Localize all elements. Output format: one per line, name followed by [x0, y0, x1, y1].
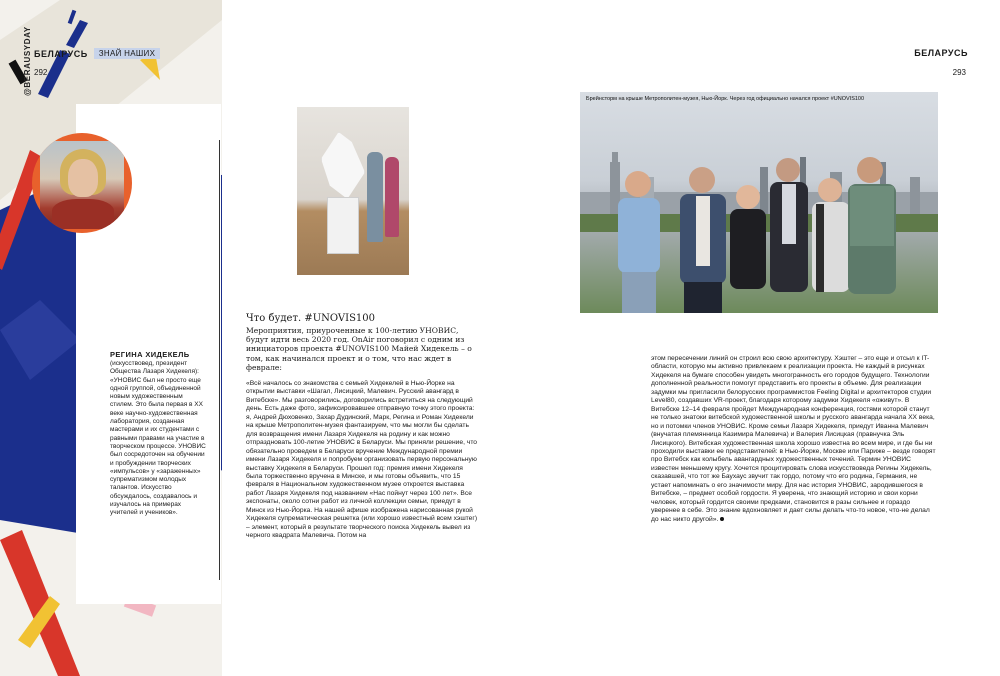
side-brand-label: @BERAUSYDAY: [23, 26, 32, 96]
column-divider: [219, 140, 220, 580]
exhibit-photo: [297, 107, 409, 275]
header-country: БЕЛАРУСЬ: [34, 48, 88, 59]
end-mark-icon: [720, 517, 724, 521]
portrait-frame: [32, 133, 132, 233]
article-lead: Мероприятия, приуроченные к 100-летию УНОВИС, будут идти весь 2020 год. OnAir поговорил с одним из инициаторов проекта #UNOVIS100 Майей Хидекель – о том, как начинался проект и о том, что нас ждет в феврале:: [246, 326, 472, 372]
photo-caption: Брейнсторм на крыше Метрополитен-музея, Нью-Йорк. Через год официально начался проект #UNOVIS100: [586, 96, 865, 102]
page-number-right: 293: [952, 68, 966, 77]
right-column-text: [651, 355, 936, 524]
article-body: «Всё началось со знакомства с семьей Хидекелей в Нью-Йорке на открытии выставки «Шагал, Лисицкий, Малевич. Русский авангард в Витебске». Мы разговорились, договорились встретиться на следующий день. Есть даже фото, зафиксировавшее отправную точку этого проекта: я, Андрей Дюховенко, Захар Дудинский, Марк, Регина и Роман Хидекели на крыше Метрополитен-музея фантазируем, что мы могли бы сделать для возвращения имени Лазаря Хидекеля на родину и как можно отпраздновать 100-летие УНОВИС в Беларуси. Мы приняли решение, что обязательно проведем в Беларуси вручение Международной премии имени Лазаря Хидекеля и попробуем организовать первую персональную выставку Хидекеля в Беларуси. Прошел год: премия имени Хидекеля была торжественно вручена в Минске, и мы готовы объявить, что 15 февраля в Национальном художественном музее откроется выставка работ Лазаря Хидекеля под названием «Нас пойнут через 100 лет». Все экспонаты, около сотни работ из личной коллекции семьи, приедут в Минск из Нью-Йорка. На нашей афише изображена нарисованная рукой Хидекеля супрематическая решетка (или хорошо известный всем хэштег) – элемент, который в результате творческого поиска Хидекель вывел из черного квадрата Малевича. Потом на: [246, 380, 478, 540]
group-people: [580, 92, 938, 313]
page-number-left: 292: [34, 68, 48, 77]
right-column-body: этом пересечении линий он строил всю свою архитектуру. Хэштег – это еще и отсыл к IT-области, которую мы активно привлекаем к реализации проекта. Не каждый в рисунках Хидекеля на бумаге способен увидеть многогранность его городов будущего. Технологии дополненной реальности помогут представить его проекты в объеме. Для реализации задумки мы пригласили белорусских программистов Feeling Digital и архитекторов студии Level80, создавших VR-проект, благодаря которому задумки Хидекеля «оживут». В Витебске 12–14 февраля пройдет Международная конференция, гостями которой станут не только знатоки витебской художественной школы и русского авангарда начала XX века, но и потомки членов УНОВИС. Кроме семьи Лазаря Хидекеля, приедут Иванна Малевич (внучатая племянница Казимира Малевича) и Валерия Лисицкая (правнучка Эль Лисицкого). Витебская художественная школа хорошо известна во всем мире, и где бы ни проходили выставки ее представителей: в Нью-Йорке, Москве или Париже – везде говорят про Витебск как колыбель авангардных художественных течений. Термин УНОВИС известен меньшему кругу. Хочется процитировать слова искусствоведа Регины Хидекель, сказавшей, что тот же Баухаус звучит так гордо, потому что его родина, Германия, не устает напоминать о его значимости миру. Для нас история УНОВИС, зародившегося в Витебске, – предмет особой гордости. Я уверена, что знающий историю и свои корни человек, который гордится своими предками, становится в разы сильнее и гораздо уверенее в себе. Это знание вдохновляет и дает силы делать что-то новое, что-не делал до нас никто другой».: [651, 355, 936, 523]
section-header: [34, 48, 160, 59]
portrait-photo: [40, 141, 124, 225]
bio-name: РЕГИНА ХИДЕКЕЛЬ: [110, 350, 190, 359]
header-country-right: БЕЛАРУСЬ: [914, 48, 968, 58]
section-tag: ЗНАЙ НАШИХ: [94, 48, 160, 59]
article-title: Что будет. #UNOVIS100: [246, 313, 376, 324]
bio-text: (искусствовед, президент Общества Лазаря Хидекеля): «УНОВИС был не просто еще одной группой, объединенной новым художественным стилем. Это была первая в XX веке научно-художественная лаборатория, созданная мастерами и их студентами с равными правами на участие в творческом процессе. УНОВИС был сосредоточен на обучении и пробуждении творческих «импульсов» у «зараженных» супрематизмом молодых талантов. Искусство обсуждалось, создавалось и изучалось на примерах учителей и учеников».: [110, 360, 206, 517]
group-photo: [580, 92, 938, 313]
